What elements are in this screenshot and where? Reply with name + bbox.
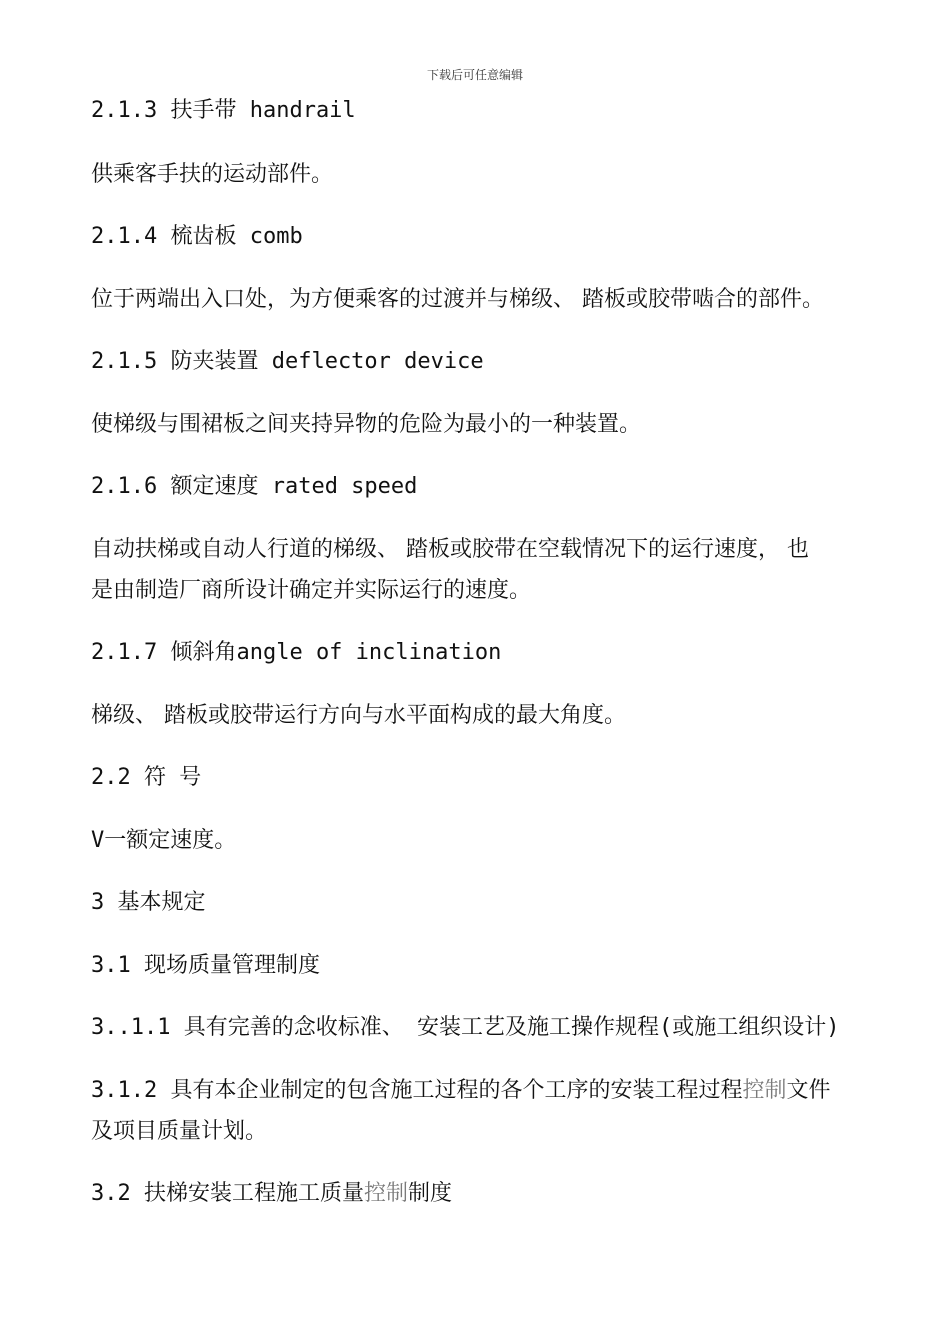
paragraph: 梯级、 踏板或胶带运行方向与水平面构成的最大角度。 — [91, 703, 626, 728]
section-heading: 3.1 现场质量管理制度 — [91, 953, 320, 978]
section-heading: 2.1.3 扶手带 handrail — [91, 98, 356, 123]
paragraph: 自动扶梯或自动人行道的梯级、 踏板或胶带在空载情况下的运行速度， 也 — [91, 537, 809, 562]
text-span: 3.2 扶梯安装工程施工质量 — [91, 1181, 364, 1206]
text-span: 文件 — [786, 1078, 831, 1103]
paragraph: 使梯级与围裙板之间夹持异物的危险为最小的一种装置。 — [91, 412, 642, 437]
paragraph: 是由制造厂商所设计确定并实际运行的速度。 — [91, 578, 532, 603]
section-heading: 2.1.4 梳齿板 comb — [91, 224, 303, 249]
paragraph: 位于两端出入口处，为方便乘客的过渡并与梯级、 踏板或胶带啮合的部件。 — [91, 287, 824, 312]
paragraph: V一额定速度。 — [91, 828, 237, 853]
section-heading: 2.1.6 额定速度 rated speed — [91, 474, 418, 499]
text-span: 制度 — [408, 1181, 453, 1206]
text-span: 3.1.2 具有本企业制定的包含施工过程的各个工序的安装工程过程 — [91, 1078, 743, 1103]
paragraph: 供乘客手扶的运动部件。 — [91, 162, 334, 187]
section-heading: 2.1.7 倾斜角angle of inclination — [91, 640, 502, 665]
section-heading: 2.2 符 号 — [91, 765, 202, 790]
paragraph: 及项目质量计划。 — [91, 1119, 268, 1144]
highlighted-term: 控制 — [363, 1181, 408, 1206]
paragraph: 3..1.1 具有完善的念收标准、 安装工艺及施工操作规程(或施工组织设计) — [91, 1015, 840, 1040]
section-heading — [91, 1178, 891, 1210]
section-heading: 3 基本规定 — [91, 890, 206, 915]
page-header: 下载后可任意编辑 — [426, 68, 523, 82]
section-heading: 2.1.5 防夹装置 deflector device — [91, 349, 484, 374]
paragraph — [91, 1075, 891, 1107]
highlighted-term: 控制 — [742, 1078, 787, 1103]
